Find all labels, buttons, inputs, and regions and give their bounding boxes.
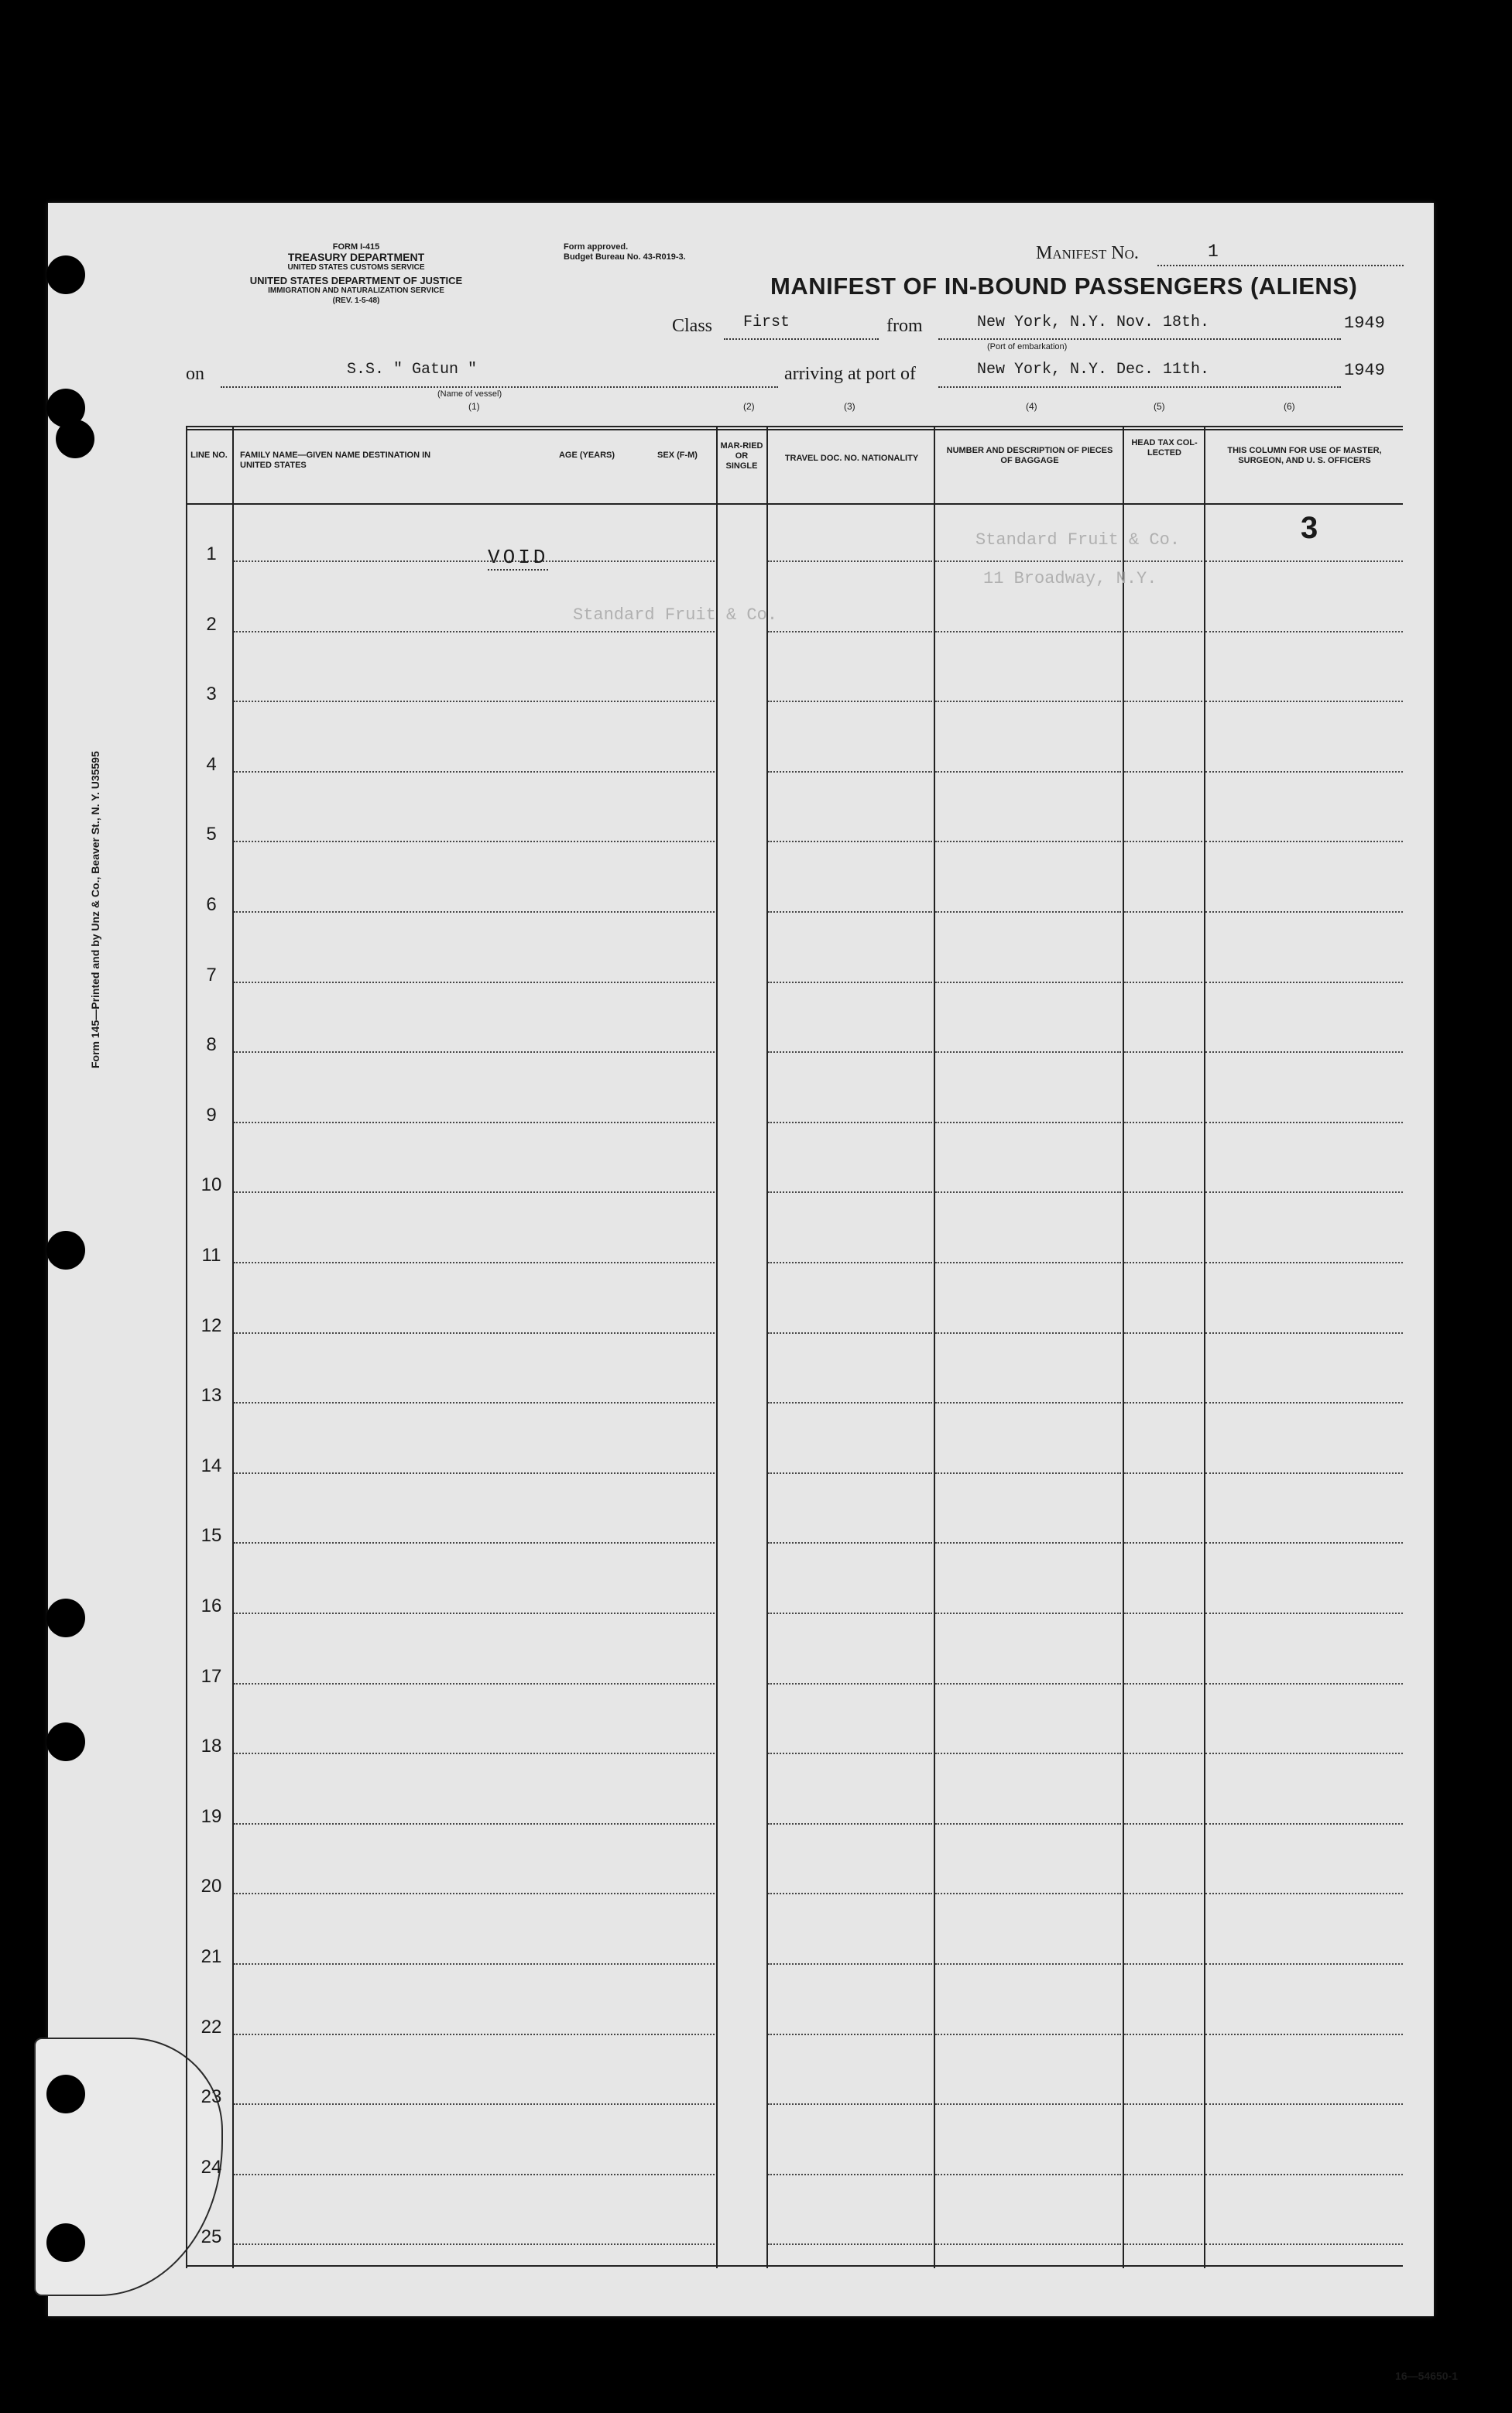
entry-line [234,1542,715,1544]
table-row [186,2186,1403,2256]
table-row [186,783,1403,853]
entry-line [935,701,1121,702]
entry-line [1205,2174,1403,2175]
entry-line [1124,2034,1202,2035]
line-number: 22 [201,2016,222,2038]
line-number: 13 [201,1385,222,1407]
entry-line [1124,631,1202,632]
col-num-2: (2) [743,401,755,412]
vessel-line [221,386,778,388]
entry-line [1124,982,1202,983]
entry-line [234,1262,715,1263]
col-num-5: (5) [1154,401,1165,412]
from-line [938,338,1341,340]
entry-line [935,1893,1121,1894]
entry-line [1124,2103,1202,2105]
punch-hole [46,2223,85,2262]
vessel-caption: (Name of vessel) [437,389,502,399]
entry-line [768,982,932,983]
entry-line [768,1472,932,1474]
manifest-table [186,401,1403,2268]
revision: (REV. 1-5-48) [332,296,380,305]
budget-bureau: Budget Bureau No. 43-R019-3. [564,252,686,262]
entry-line [1124,1332,1202,1334]
entry-line [234,1753,715,1754]
table-row [186,1976,1403,2046]
table-row [186,1626,1403,1695]
entry-line [1124,1963,1202,1965]
entry-line [234,1613,715,1614]
entry-line [1124,911,1202,913]
entry-line [935,1963,1121,1965]
col-header-headtax: HEAD TAX COL-LECTED [1131,438,1198,458]
table-row [186,1275,1403,1345]
entry-line [234,2034,715,2035]
entry-line [234,631,715,632]
entry-line [1205,631,1403,632]
entry-line [768,1963,932,1965]
punch-hole [46,1599,85,1637]
entry-line [1124,1402,1202,1404]
entry-line [935,1613,1121,1614]
entry-line [234,1893,715,1894]
entry-line [935,1753,1121,1754]
col-header-name: FAMILY NAME—GIVEN NAME DESTINATION IN UNITED STATES [240,451,431,470]
form-footer-number: 16—54650-1 [1395,2370,1458,2382]
punch-hole [46,1722,85,1761]
entry-line [768,1753,932,1754]
bleed-through-text: Standard Fruit & Co. [573,605,778,625]
table-row [186,1555,1403,1625]
col-num-6: (6) [1284,401,1295,412]
line-number: 6 [206,894,217,915]
table-row [186,854,1403,924]
customs-service: UNITED STATES CUSTOMS SERVICE [287,263,425,272]
entry-line [1205,1051,1403,1053]
manifest-no-label: Manifest No. [1036,243,1139,263]
col-header-line: LINE NO. [190,451,228,460]
entry-line [1124,1613,1202,1614]
table-row [186,574,1403,643]
bleed-through-text: Standard Fruit & Co. [975,530,1181,550]
arriving-value: New York, N.Y. Dec. 11th. [977,361,1210,379]
entry-line [1205,2243,1403,2245]
entry-line [768,2034,932,2035]
entry-line [1205,560,1403,562]
line-number: 8 [206,1034,217,1056]
entry-line [768,1542,932,1544]
entry-line [1124,1893,1202,1894]
entry-line [768,1332,932,1334]
line-number: 5 [206,824,217,845]
punch-hole [46,255,85,294]
entry-line [935,1683,1121,1685]
punch-hole [46,2075,85,2113]
entry-line [1124,1122,1202,1123]
port-caption: (Port of embarkation) [987,342,1068,351]
printer-imprint: Form 145—Printed and by Unz & Co., Beaver St., N. Y. U35595 [89,751,101,1068]
form-number: FORM I-415 [332,242,380,252]
table-bottom-border [186,2265,1403,2267]
line-number: 12 [201,1314,222,1336]
entry-line [1124,560,1202,562]
entry-line [768,1613,932,1614]
entry-line [935,1191,1121,1193]
entry-line [768,701,932,702]
entry-line [768,911,932,913]
line-number: 1 [206,543,217,564]
line-number: 2 [206,613,217,635]
entry-line [1205,1472,1403,1474]
entry-line [234,1683,715,1685]
entry-line [1124,1191,1202,1193]
entry-line [935,911,1121,913]
officer-mark: 3 [1301,511,1318,545]
entry-line [935,1332,1121,1334]
entry-line [1205,701,1403,702]
entry-line [234,911,715,913]
col-num-4: (4) [1026,401,1037,412]
table-row [186,1906,1403,1976]
table-top-border-2 [186,429,1403,430]
line-number: 15 [201,1525,222,1547]
entry-line [1205,982,1403,983]
table-row [186,1064,1403,1134]
line-number: 18 [201,1736,222,1757]
year-2: 1949 [1344,361,1385,380]
class-line [724,338,879,340]
from-value: New York, N.Y. Nov. 18th. [977,314,1210,331]
table-row [186,1835,1403,1905]
entry-line [935,771,1121,773]
table-row [186,643,1403,713]
treasury-dept: TREASURY DEPARTMENT [287,251,425,263]
entry-line [234,771,715,773]
line-number: 7 [206,964,217,985]
table-row [186,924,1403,994]
entry-line [768,771,932,773]
line-number: 4 [206,753,217,775]
entry-line [1205,1753,1403,1754]
table-row [186,1695,1403,1765]
entry-line [234,1402,715,1404]
entry-line [1124,1542,1202,1544]
entry-line [1205,1402,1403,1404]
entry-line [234,2243,715,2245]
entry-line [1205,911,1403,913]
class-value: First [743,314,790,331]
entry-line [1205,771,1403,773]
entry-line [1205,1823,1403,1825]
entry-line [768,560,932,562]
entry-line [1124,1472,1202,1474]
entry-line [768,1402,932,1404]
entry-line [1124,2243,1202,2245]
entry-line [1124,841,1202,842]
entry-line [1205,1191,1403,1193]
entry-line [234,1963,715,1965]
entry-line [1205,1542,1403,1544]
line-number: 21 [201,1946,222,1967]
from-label: from [886,316,923,336]
form-block [186,242,526,306]
col-header-married: MAR-RIED OR SINGLE [720,441,763,471]
entry-line [1124,771,1202,773]
table-row [186,1134,1403,1204]
entry-line [234,1051,715,1053]
entry-line [1124,1753,1202,1754]
line-number: 20 [201,1876,222,1897]
table-row [186,1766,1403,1835]
col-num-3: (3) [844,401,855,412]
entry-line [768,841,932,842]
punch-hole [46,1231,85,1270]
vessel-value: S.S. " Gatun " [347,361,478,379]
entry-line [1124,1683,1202,1685]
entry-line [935,982,1121,983]
entry-line [234,560,715,562]
table-row [186,994,1403,1064]
entry-line [935,2174,1121,2175]
manifest-no-value: 1 [1208,242,1219,262]
entry-line [768,1823,932,1825]
page-title: MANIFEST OF IN-BOUND PASSENGERS (ALIENS) [770,272,1358,300]
line-number: 17 [201,1665,222,1687]
justice-dept: UNITED STATES DEPARTMENT OF JUSTICE [249,275,463,286]
entry-line [1205,1893,1403,1894]
entry-line [768,1051,932,1053]
entry-line [935,2103,1121,2105]
line-number: 19 [201,1805,222,1827]
class-label: Class [672,316,713,336]
col-header-baggage: NUMBER AND DESCRIPTION OF PIECES OF BAGGAGE [946,446,1113,465]
line-number: 24 [201,2156,222,2178]
manifest-no-line [1157,265,1404,266]
entry-line [1205,1963,1403,1965]
entry-line [1205,1683,1403,1685]
entry-line [234,2174,715,2175]
entry-line [935,1472,1121,1474]
entry-line [234,1332,715,1334]
year-1: 1949 [1344,314,1385,333]
line-number: 9 [206,1104,217,1126]
entry-line [234,841,715,842]
entry-line [1205,1613,1403,1614]
line-number: 10 [201,1174,222,1196]
table-row [186,1345,1403,1414]
arriving-line [938,386,1341,388]
col-header-travel: TRAVEL DOC. NO. NATIONALITY [784,454,919,463]
entry-line [234,1472,715,1474]
table-row [186,1205,1403,1274]
entry-line [1124,1262,1202,1263]
line-number: 14 [201,1455,222,1476]
entry-line [234,1122,715,1123]
entry-line [935,560,1121,562]
void-stamp: VOID [488,546,549,569]
entry-line [768,2174,932,2175]
line-number: 23 [201,2086,222,2108]
col-header-officers: THIS COLUMN FOR USE OF MASTER, SURGEON, AND U. S. OFFICERS [1227,446,1382,465]
entry-line [935,1262,1121,1263]
entry-line [935,1402,1121,1404]
entry-line [768,1191,932,1193]
entry-line [1205,1122,1403,1123]
arriving-label: arriving at port of [784,364,916,384]
table-row [186,714,1403,783]
form-approved: Form approved. [564,242,629,252]
entry-line [234,982,715,983]
entry-line [768,1122,932,1123]
on-label: on [186,364,204,384]
entry-line [234,1191,715,1193]
entry-line [768,1683,932,1685]
entry-line [1124,1823,1202,1825]
entry-line [1124,2174,1202,2175]
col-num-1: (1) [468,401,480,412]
approval-block [564,242,686,262]
entry-line [935,2034,1121,2035]
table-row [186,2117,1403,2186]
entry-line [234,1823,715,1825]
entry-line [1205,2103,1403,2105]
entry-line [768,631,932,632]
entry-line [768,2103,932,2105]
col-header-age: AGE (YEARS) [558,451,615,460]
line-number: 11 [201,1245,221,1266]
line-number: 25 [201,2226,222,2248]
entry-line [935,631,1121,632]
entry-line [935,1542,1121,1544]
entry-line [1124,1051,1202,1053]
col-header-sex: SEX (F-M) [657,451,698,460]
table-row [186,2046,1403,2116]
entry-line [234,2103,715,2105]
table-row [186,1485,1403,1554]
line-number: 3 [206,684,217,705]
entry-line [1205,1332,1403,1334]
entry-line [935,1823,1121,1825]
entry-line [1205,841,1403,842]
entry-line [1205,1262,1403,1263]
entry-line [1205,2034,1403,2035]
table-row [186,1415,1403,1485]
entry-line [935,1051,1121,1053]
line-number: 16 [201,1596,222,1616]
ins: IMMIGRATION AND NATURALIZATION SERVICE [268,286,444,295]
table-row [186,503,1403,573]
entry-line [935,2243,1121,2245]
entry-line [234,701,715,702]
entry-line [768,2243,932,2245]
entry-line [768,1893,932,1894]
bleed-through-text: 11 Broadway, N.Y. [983,569,1157,588]
table-top-border [186,426,1403,427]
punch-hole [56,420,94,458]
entry-line [935,841,1121,842]
entry-line [1124,701,1202,702]
entry-line [935,1122,1121,1123]
entry-line [768,1262,932,1263]
